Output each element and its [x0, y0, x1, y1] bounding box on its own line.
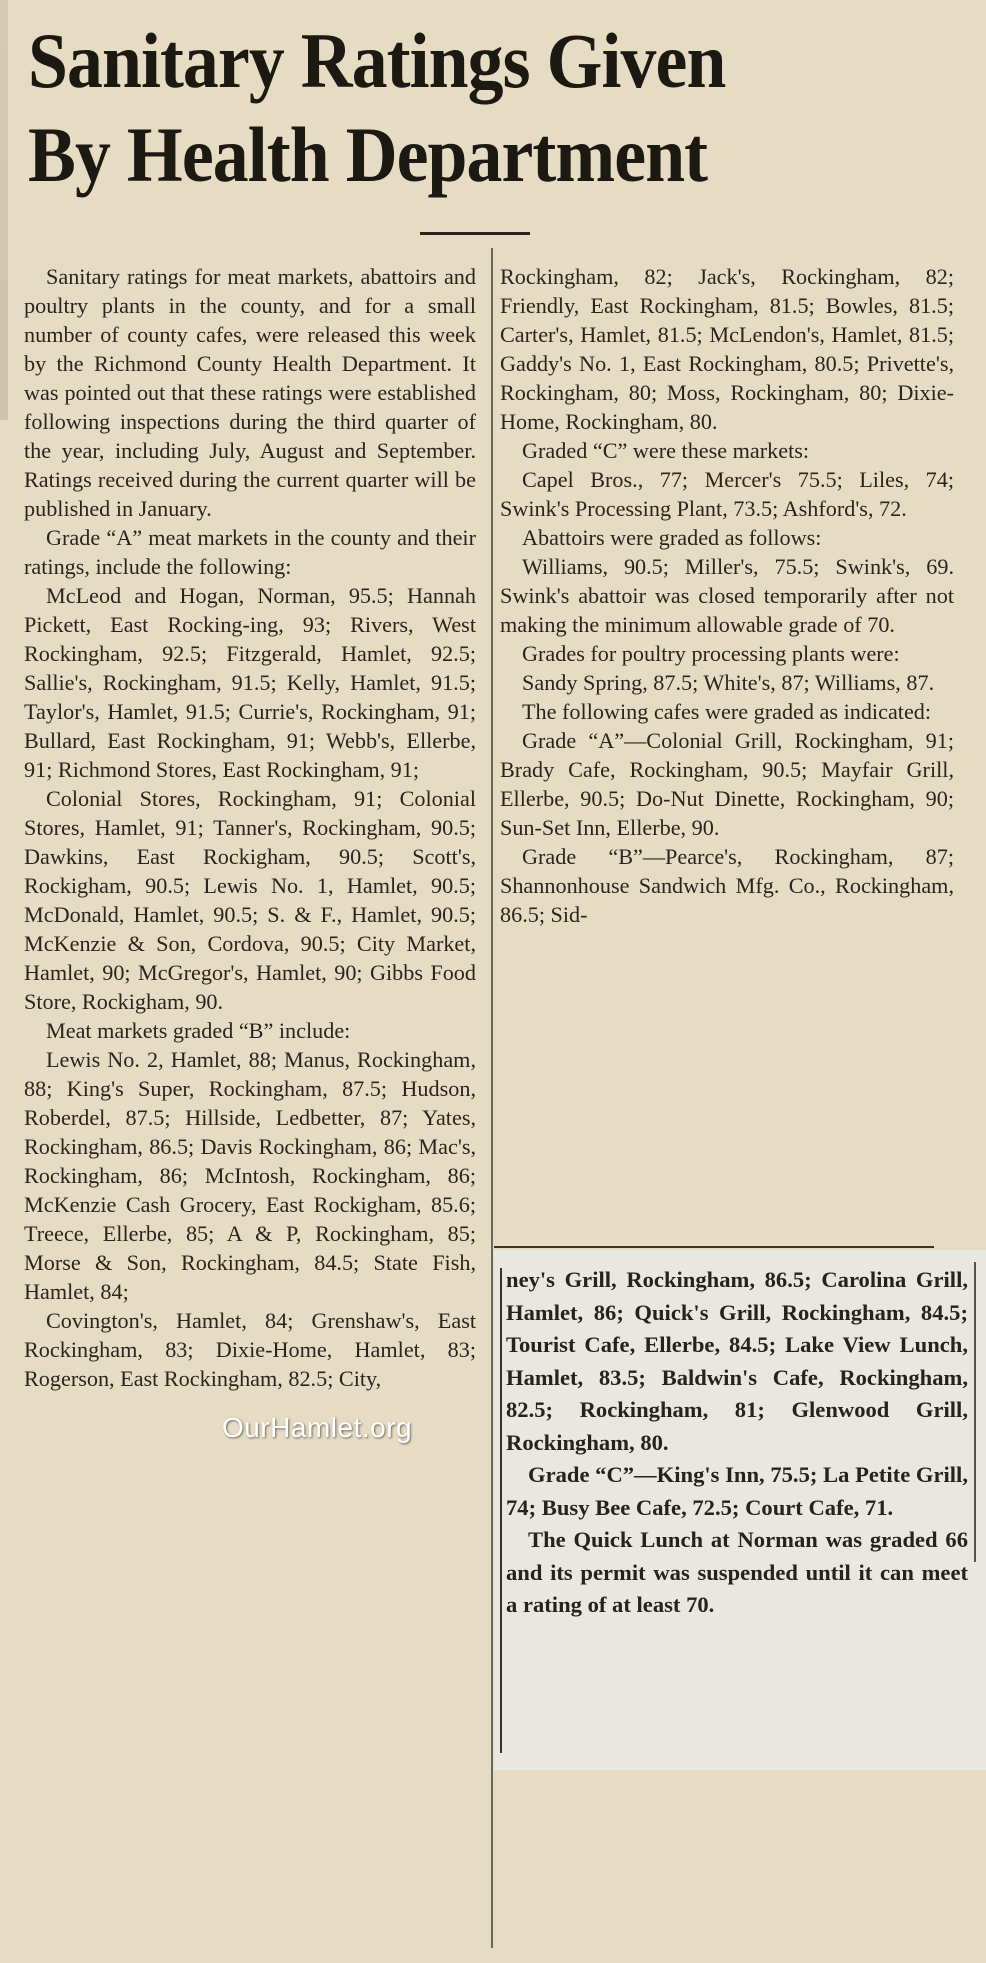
paragraph: Grade “C”—King's Inn, 75.5; La Petite Grill, 74; Busy Bee Cafe, 72.5; Court Cafe, 71. [506, 1462, 968, 1520]
column-divider [491, 248, 493, 1948]
paragraph: Williams, 90.5; Miller's, 75.5; Swink's, 69. Swink's abattoir was closed temporarily after not making the minimum allowable grade of 70. [500, 554, 954, 637]
headline-line-1: Sanitary Ratings Given [28, 17, 726, 104]
paragraph: Capel Bros., 77; Mercer's 75.5; Liles, 74; Swink's Processing Plant, 73.5; Ashford's, 72. [500, 467, 954, 521]
headline [28, 14, 884, 202]
column-end-rule [494, 1246, 934, 1248]
paragraph: Covington's, Hamlet, 84; Grenshaw's, East Rockingham, 83; Dixie-Home, Hamlet, 83; Rogerson, East Rockingham, 82.5; City, [24, 1308, 476, 1391]
paragraph: Sanitary ratings for meat markets, abattoirs and poultry plants in the county, and for a small number of county cafes, were released this week by the Richmond County Health Department. It was pointed out that these ratings were established following inspections during the third quarter of the year, including July, August and September. Ratings received during the current quarter will be published in January. [24, 264, 476, 521]
paragraph: Grades for poultry processing plants were: [522, 641, 900, 666]
continuation-clip [494, 1250, 986, 1770]
article-column-1 [24, 262, 476, 1393]
paragraph: The following cafes were graded as indicated: [522, 699, 932, 724]
continuation-text [506, 1264, 968, 1622]
article-column-2 [500, 262, 954, 929]
headline-line-2: By Health Department [28, 111, 708, 198]
paragraph: Lewis No. 2, Hamlet, 88; Manus, Rockingham, 88; King's Super, Rockingham, 87.5; Hudson, Roberdel, 87.5; Hillside, Ledbetter, 87; Yates, Rockingham, 86.5; Davis Rockingham, 86; Mac's, Rockingham, 86; McIntosh, Rockingham, 86; McKenzie Cash Grocery, East Rockigham, 85.6; Treece, Ellerbe, 85; A & P, Rockingham, 85; Morse & Son, Rockingham, 84.5; State Fish, Hamlet, 84; [24, 1047, 476, 1304]
paragraph: Meat markets graded “B” include: [46, 1018, 351, 1043]
paragraph: Grade “A” meat markets in the county and their ratings, include the following: [24, 525, 476, 579]
paragraph: Grade “A”—Colonial Grill, Rockingham, 91; Brady Cafe, Rockingham, 90.5; Mayfair Grill, Ellerbe, 90.5; Do-Nut Dinette, Rockingham, 90; Sun-Set Inn, Ellerbe, 90. [500, 728, 954, 840]
paragraph: ney's Grill, Rockingham, 86.5; Carolina Grill, Hamlet, 86; Quick's Grill, Rockingham, 84.5; Tourist Cafe, Ellerbe, 84.5; Lake View Lunch, Hamlet, 83.5; Baldwin's Cafe, Rockingham, 82.5; Rockingham, 81; Glenwood Grill, Rockingham, 80. [506, 1267, 968, 1455]
clip-border-right [974, 1262, 976, 1562]
page-edge [0, 0, 8, 420]
headline-rule [420, 232, 530, 235]
paragraph: McLeod and Hogan, Norman, 95.5; Hannah Pickett, East Rocking-ing, 93; Rivers, West Rockingham, 92.5; Fitzgerald, Hamlet, 92.5; Sallie's, Rockingham, 91.5; Kelly, Hamlet, 91.5; Taylor's, Hamlet, 91.5; Currie's, Rockingham, 91; Bullard, East Rockingham, 91; Webb's, Ellerbe, 91; Richmond Stores, East Rockingham, 91; [24, 583, 476, 782]
paragraph: Sandy Spring, 87.5; White's, 87; Williams, 87. [522, 670, 935, 695]
paragraph: Graded “C” were these markets: [522, 438, 810, 463]
paragraph: The Quick Lunch at Norman was graded 66 and its permit was suspended until it can meet a rating of at least 70. [506, 1527, 968, 1617]
clip-border-left [500, 1268, 502, 1753]
paragraph: Colonial Stores, Rockingham, 91; Colonial Stores, Hamlet, 91; Tanner's, Rockingham, 90.5; Dawkins, East Rockigham, 90.5; Scott's, Rockigham, 90.5; Lewis No. 1, Hamlet, 90.5; McDonald, Hamlet, 90.5; S. & F., Hamlet, 90.5; McKenzie & Son, Cordova, 90.5; City Market, Hamlet, 90; McGregor's, Hamlet, 90; Gibbs Food Store, Rockigham, 90. [24, 786, 476, 1014]
paragraph: Rockingham, 82; Jack's, Rockingham, 82; Friendly, East Rockingham, 81.5; Bowles, 81.5; Carter's, Hamlet, 81.5; McLendon's, Hamlet, 81.5; Gaddy's No. 1, East Rockingham, 80.5; Privette's, Rockingham, 80; Moss, Rockingham, 80; Dixie-Home, Rockingham, 80. [500, 264, 954, 434]
watermark: OurHamlet.org [222, 1412, 413, 1443]
paragraph: Abattoirs were graded as follows: [522, 525, 822, 550]
paragraph: Grade “B”—Pearce's, Rockingham, 87; Shannonhouse Sandwich Mfg. Co., Rockingham, 86.5; Sid- [500, 844, 954, 927]
